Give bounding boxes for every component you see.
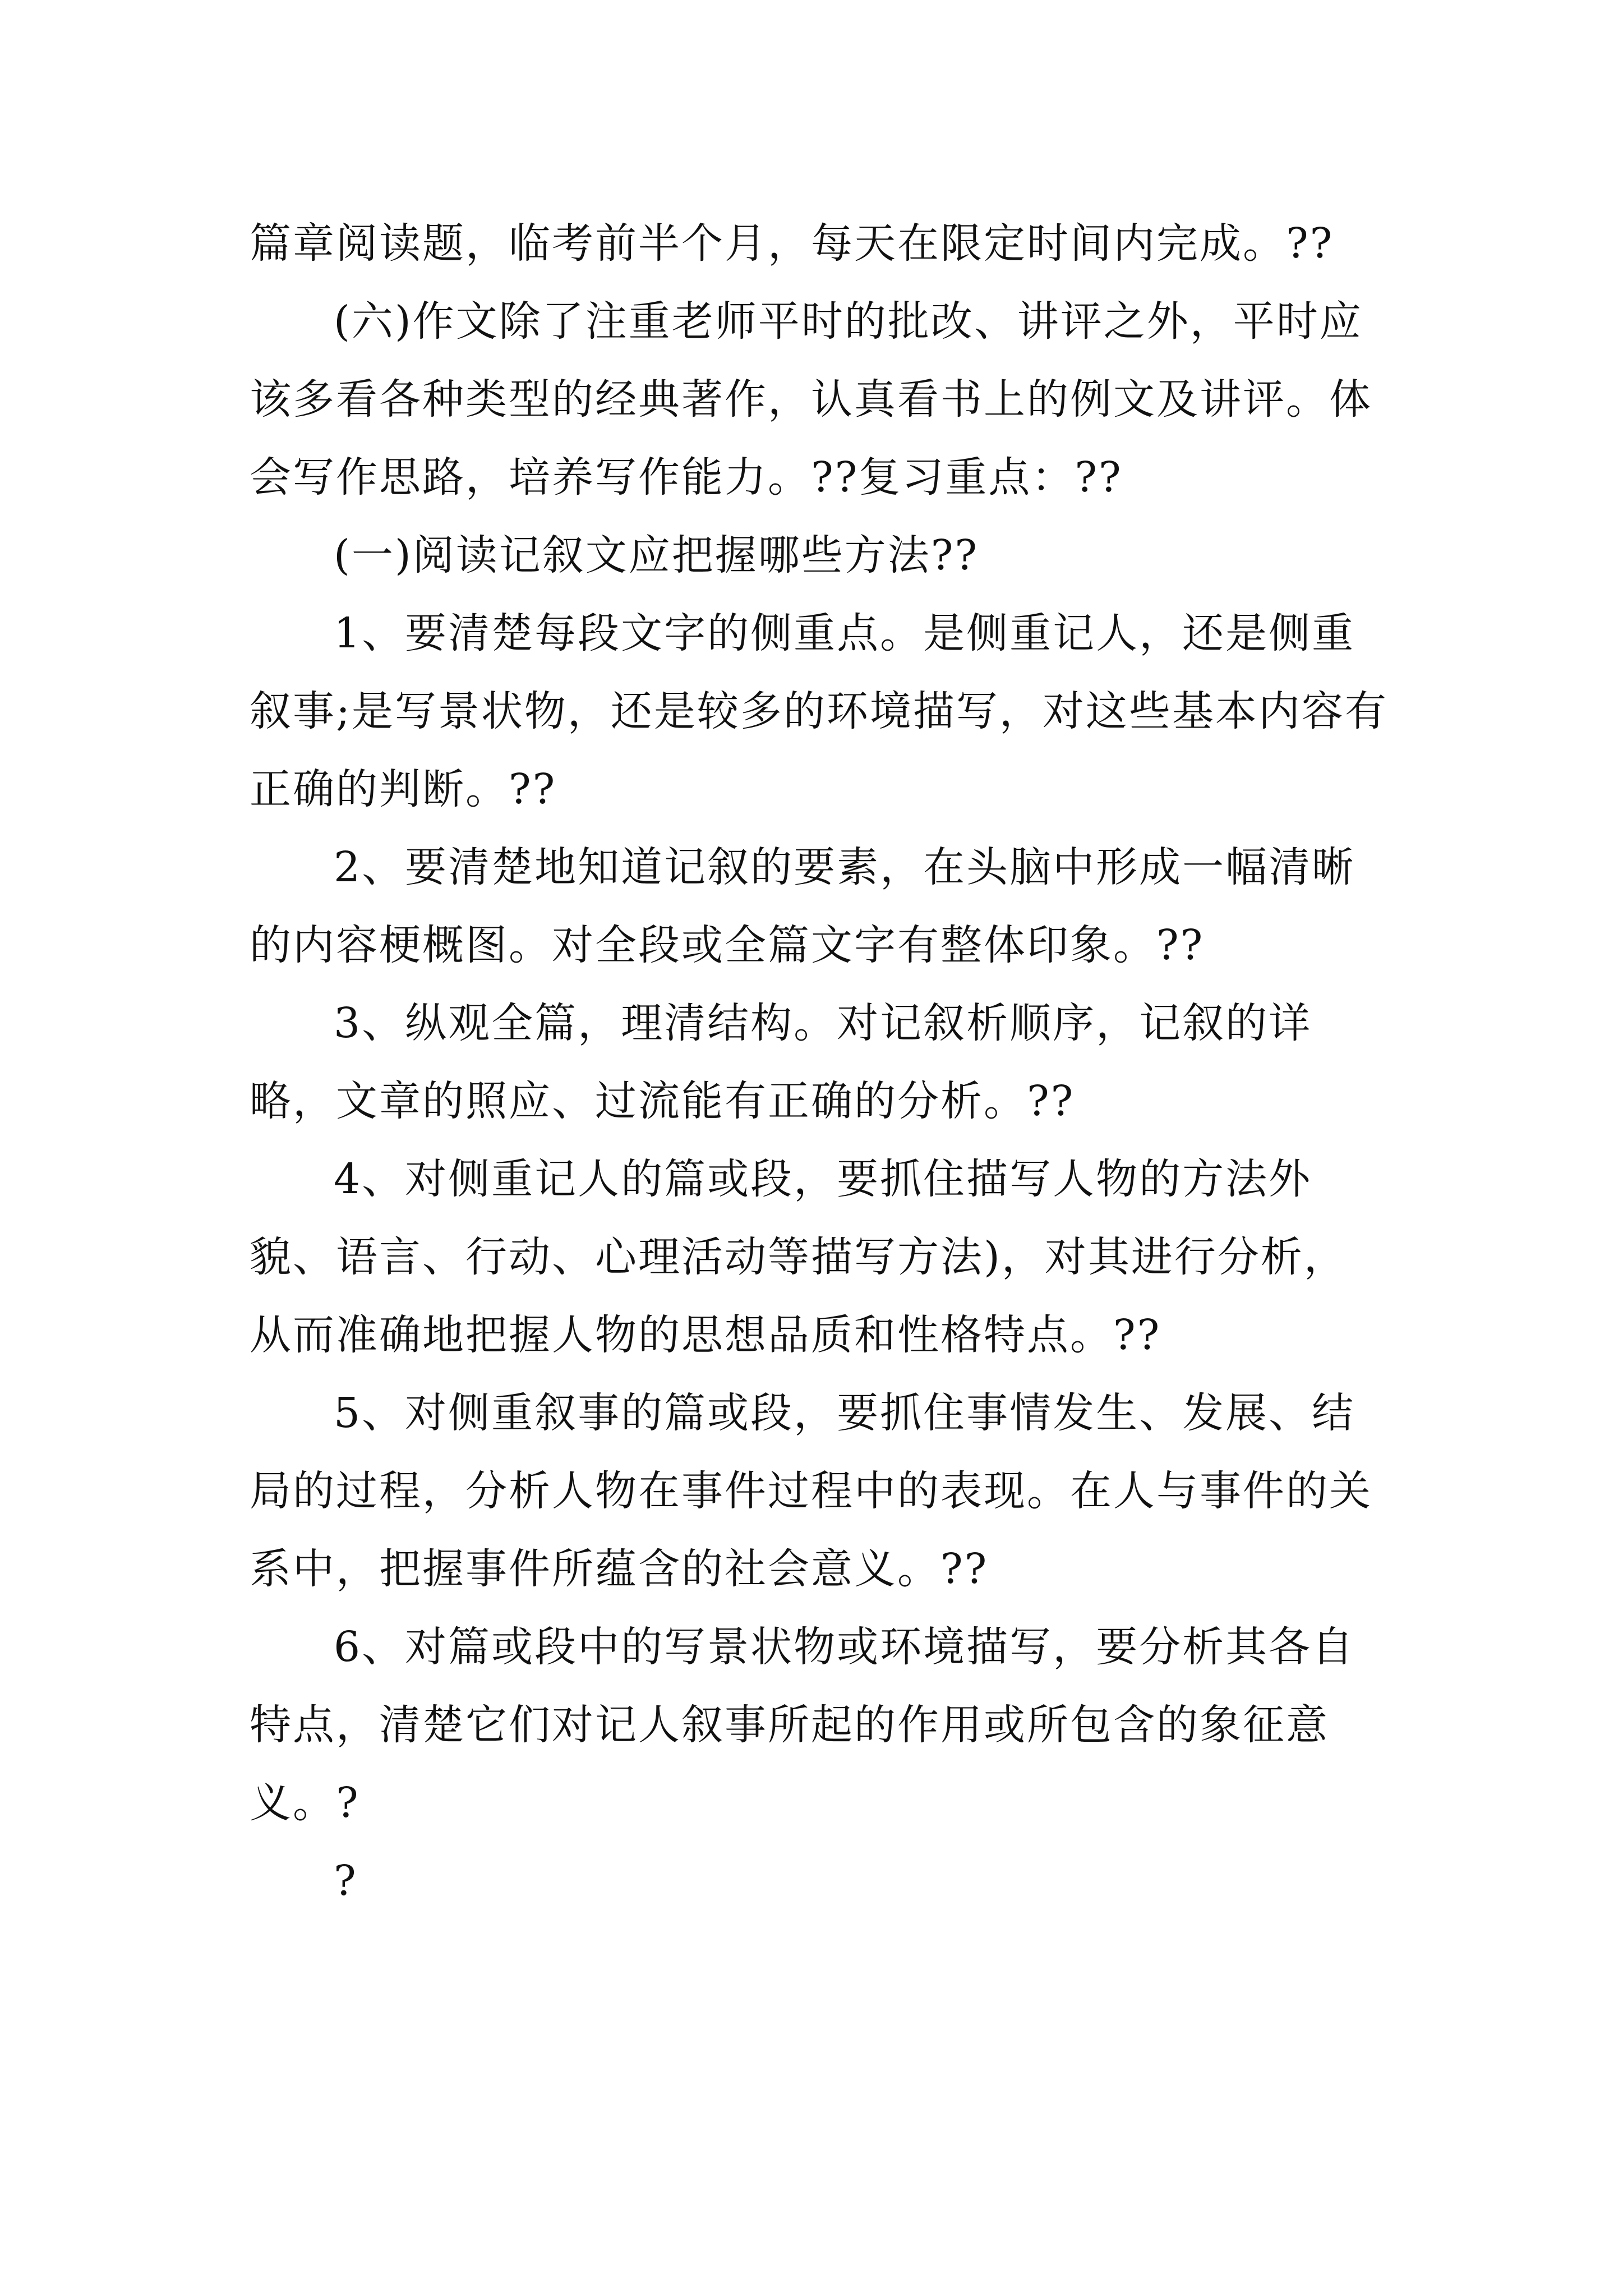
- paragraph-9: 6、对篇或段中的写景状物或环境描写，要分析其各自特点，清楚它们对记人叙事所起的作用或所包含的象征意义。?: [250, 1623, 1355, 1827]
- paragraph-10: ?: [334, 1857, 358, 1905]
- paragraph-5: 2、要清楚地知道记叙的要素，在头脑中形成一幅清晰的内容梗概图。对全段或全篇文字有整体印象。??: [250, 843, 1355, 969]
- paragraph-8: 5、对侧重叙事的篇或段，要抓住事情发生、发展、结局的过程，分析人物在事件过程中的表现。在人与事件的关系中，把握事件所蕴含的社会意义。??: [250, 1389, 1372, 1593]
- paragraph-1: 篇章阅读题，临考前半个月，每天在限定时间内完成。??: [250, 219, 1334, 268]
- document-body: [250, 205, 1388, 1920]
- paragraph-2: (六)作文除了注重老师平时的批改、讲评之外，平时应该多看各种类型的经典著作，认真看书上的例文及讲评。体会写作思路，培养写作能力。??复习重点：??: [250, 297, 1372, 501]
- paragraph-4: 1、要清楚每段文字的侧重点。是侧重记人，还是侧重叙事;是写景状物，还是较多的环境描写，对这些基本内容有正确的判断。??: [250, 609, 1388, 813]
- paragraph-3: (一)阅读记叙文应把握哪些方法??: [334, 531, 979, 579]
- paragraph-7: 4、对侧重记人的篇或段，要抓住描写人物的方法外貌、语言、行动、心理活动等描写方法)，对其进行分析，从而准确地把握人物的思想品质和性格特点。??: [250, 1155, 1347, 1359]
- paragraph-6: 3、纵观全篇，理清结构。对记叙析顺序，记叙的详略，文章的照应、过流能有正确的分析。??: [250, 999, 1312, 1125]
